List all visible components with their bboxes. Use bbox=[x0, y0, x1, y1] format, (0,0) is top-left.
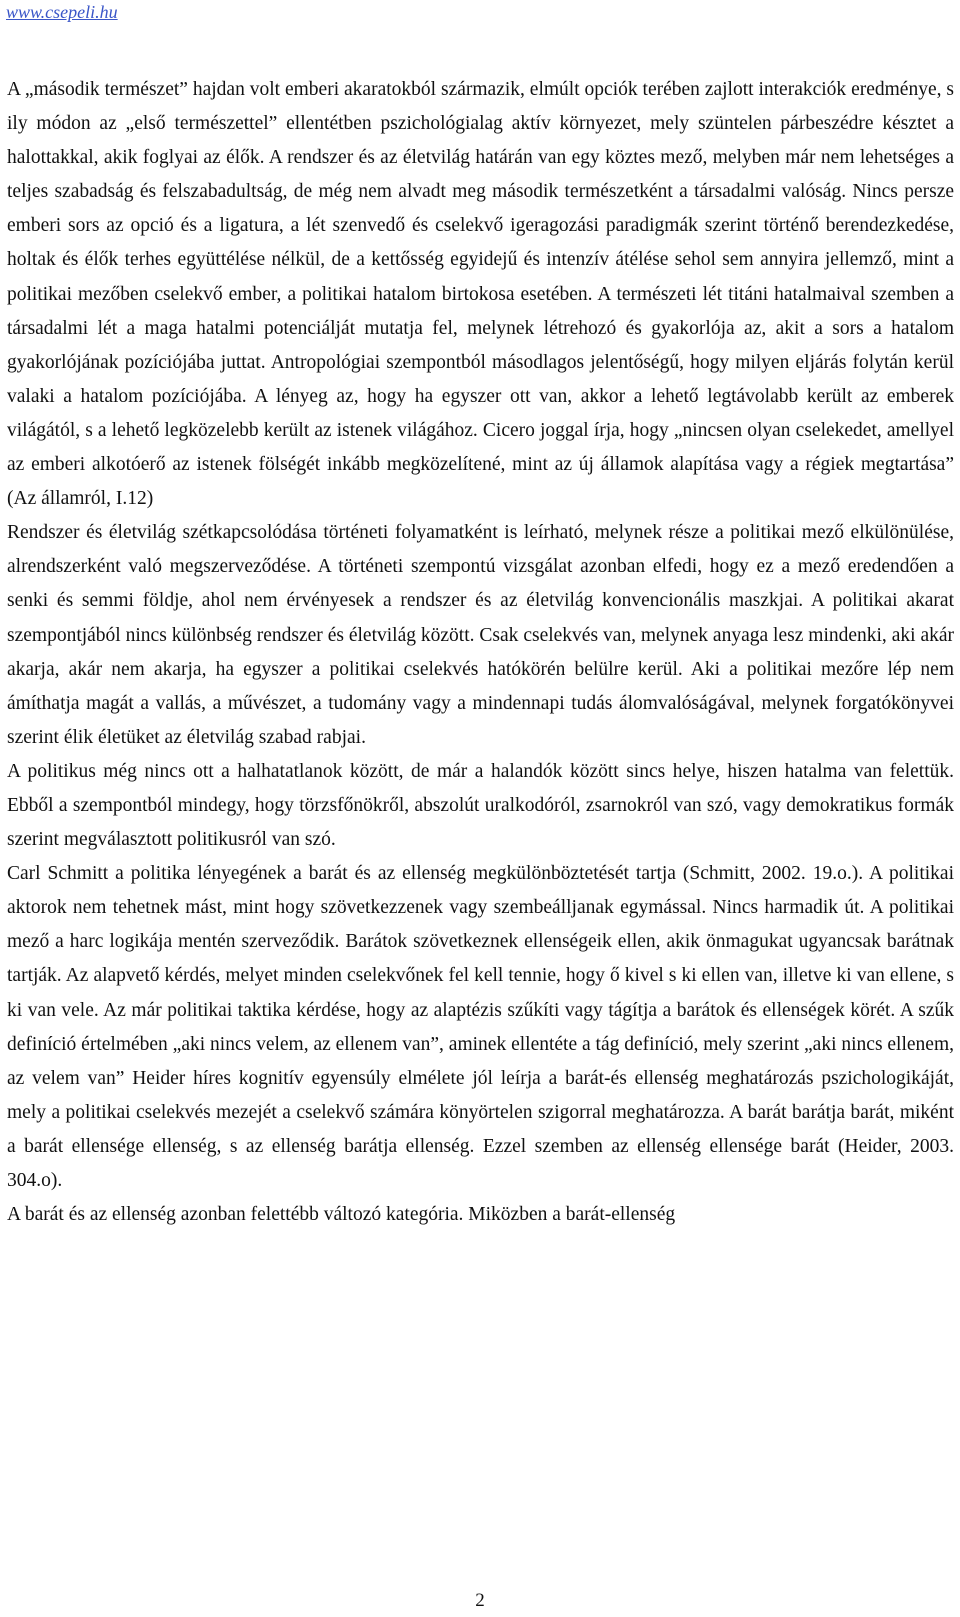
paragraph: A barát és az ellenség azonban felettébb változó kategória. Miközben a barát-ellenség bbox=[7, 1204, 676, 1226]
website-link[interactable]: www.csepeli.hu bbox=[6, 2, 118, 22]
paragraph: A politikus még nincs ott a halhatatlanok között, de már a halandók között sincs helye, hiszen hatalma van felettük. Ebből a szempontból mindegy, hogy törzsfőnökről, abszolút uralkodóról, zsarnokról van szó, vagy demokratikus formák szerint megválasztott politikusról van szó. bbox=[7, 760, 954, 851]
paragraph: A „második természet” hajdan volt emberi akaratokból származik, elmúlt opciók terében zajlott interakciók eredménye, s ily módon az „első természettel” ellentétben pszichológialag aktív környezet, mely szüntelen párbeszédre késztet a halottakkal, akik foglyai az élők. A rendszer és az életvilág határán van egy köztes mező, melyben már nem lehetséges a teljes szabadság és felszabadultság, de még nem alvadt meg második természetként a társadalmi valóság. Nincs persze emberi sors az opció és a ligatura, a lét szenvedő és cselekvő igeragozási paradigmák szerint történő berendezkedése, holtak és élők terhes együttélése nélkül, de a kettősség egyidejű és intenzív átélése sehol sem annyira jellemző, mint a politikai mezőben cselekvő ember, a politikai hatalom birtokosa esetében. A természeti lét titáni hatalmaival szemben a társadalmi lét a maga hatalmi potenciálját mutatja fel, melynek létrehozó és gyakorlója az, akit a sors a hatalom gyakorlójának pozíciójába juttat. Antropológiai szempontból másodlagos jelentőségű, hogy milyen eljárás folytán kerül valaki a hatalom pozíciójába. A lényeg az, hogy ha egyszer ott van, akkor a lehető legtávolabb került az emberek világától, s a lehető legközelebb került az istenek világához. Cicero joggal írja, hogy „nincsen olyan cselekedet, amellyel az emberi alkotóerő az istenek fölségét inkább megközelítené, mint az új államok alapítása vagy a régiek megtartása” (Az államról, I.12) bbox=[7, 79, 954, 510]
paragraph: Rendszer és életvilág szétkapcsolódása történeti folyamatként is leírható, melynek része a politikai mező elkülönülése, alrendszerként való megszerveződése. A történeti szempontú vizsgálat azonban elfedi, hogy ez a mező eredendően a senki és semmi földje, ahol nem érvényesek a rendszer és az életvilág konvencionális maszkjai. A politikai akarat szempontjából nincs különbség rendszer és életvilág között. Csak cselekvés van, melynek anyaga lesz mindenki, aki akár akarja, akár nem akarja, ha egyszer a politikai cselekvés hatókörén belülre kerül. Aki a politikai mezőre lép nem ámíthatja magát a vallás, a művészet, a tudomány vagy a mindennapi tudás álomvalóságával, melynek forgatókönyvei szerint élik életüket az életvilág szabad rabjai. bbox=[7, 522, 954, 748]
paragraph: Carl Schmitt a politika lényegének a barát és az ellenség megkülönböztetését tartja (Schmitt, 2002. 19.o.). A politikai aktorok nem tehetnek mást, mint hogy szövetkezzenek vagy szembeálljanak egymással. Nincs harmadik út. A politikai mező a harc logikája mentén szerveződik. Barátok szövetkeznek ellenségeik ellen, akik önmagukat ugyancsak barátnak tartják. Az alapvető kérdés, melyet minden cselekvőnek fel kell tennie, hogy ő kivel s ki ellen van, illetve ki van ellene, s ki van vele. Az már politikai taktika kérdése, hogy az alaptézis szűkíti vagy tágítja a barátok és ellenségek körét. A szűk definíció értelmében „aki nincs velem, az ellenem van”, aminek ellentéte a tág definíció, mely szerint „aki nincs ellenem, az velem van” Heider híres kognitív egyensúly elmélete jól leírja a barát-és ellenség meghatározás pszichologikáját, mely a politikai cselekvés mezejét a cselekvő számára könyörtelen szigorral meghatározza. A barát barátja barát, miként a barát ellensége ellenség, s az ellenség barátja ellenség. Ezzel szemben az ellenség ellensége barát (Heider, 2003. 304.o). bbox=[7, 863, 954, 1191]
page-number: 2 bbox=[475, 1590, 485, 1611]
document-body bbox=[7, 73, 954, 1232]
